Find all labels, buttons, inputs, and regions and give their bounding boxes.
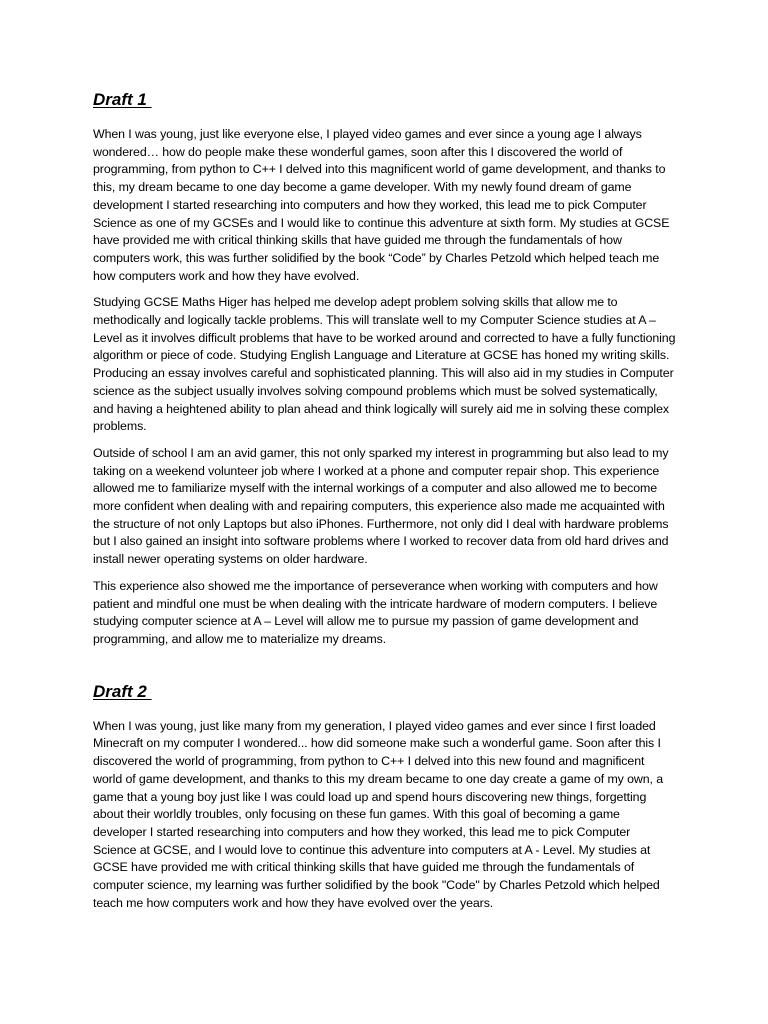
- draft-2-paragraph-1: When I was young, just like many from my generation, I played video games and ever since I first loaded Minecraft on my computer I wondered... how did someone make such a wonderful game. Soon after this I discovered the world of programming, from python to C++ I delved into this new found and magnificent world of game development, and thanks to this my dream became to one day create a game of my own, a game that a young boy just like I was could load up and spend hours discovering new things, forgetting about their worldly troubles, only focusing on these fun games. With this goal of becoming a game developer I started researching into computers and how they worked, this lead me to pick Computer Science at GCSE, and I would love to continue this adventure into computers at A - Level. My studies at GCSE have provided me with critical thinking skills that have guided me through the fundamentals of computer science, my learning was further solidified by the book "Code" by Charles Petzold which helped teach me how computers work and how they have evolved over the years.: [93, 718, 664, 910]
- draft-1-paragraph-3: Outside of school I am an avid gamer, this not only sparked my interest in programming but also lead to my taking on a weekend volunteer job where I worked at a phone and computer repair shop. This experience allowed me to familiarize myself with the internal workings of a computer and also allowed me to become more confident when dealing with and repairing computers, this experience also made me acquainted with the structure of not only Laptops but also iPhones. Furthermore, not only did I deal with hardware problems but I also gained an insight into software problems where I worked to recover data from old hard drives and install newer operating systems on older hardware.: [93, 445, 669, 567]
- draft-1-paragraph-4: This experience also showed me the importance of perseverance when working with computers and how patient and mindful one must be when dealing with the intricate hardware of modern computers. I believe studying computer science at A – Level will allow me to pursue my passion of game development and programming, and allow me to materialize my dreams.: [93, 578, 658, 646]
- draft-1-section: [93, 88, 676, 649]
- draft-1-paragraph-1: When I was young, just like everyone else, I played video games and ever since a young age I always wondered… how do people make these wonderful games, soon after this I discovered the world of programming, from python to C++ I delved into this magnificent world of game development, and thanks to this, my dream became to one day become a game developer. With my newly found dream of game development I started researching into computers and how they worked, this lead me to pick Computer Science as one of my GCSEs and I would like to continue this adventure at sixth form. My studies at GCSE have provided me with critical thinking skills that have guided me through the fundamentals of how computers work, this was further solidified by the book “Code” by Charles Petzold which helped teach me how computers work and how they have evolved.: [93, 127, 670, 283]
- draft-1-heading: Draft 1: [93, 90, 152, 109]
- draft-2-section: [93, 680, 676, 913]
- draft-2-heading: Draft 2: [93, 681, 152, 701]
- draft-1-paragraph-2: Studying GCSE Maths Higer has helped me develop adept problem solving skills that allow me to methodically and logically tackle problems. This will translate well to my Computer Science studies at A – Level as it involves difficult problems that have to be worked around and corrected to have a fully functioning algorithm or piece of code. Studying English Language and Literature at GCSE has honed my writing skills. Producing an essay involves careful and sophisticated planning. This will also aid in my studies in Computer science as the subject usually involves solving compound problems which must be solved systematically, and having a heightened ability to plan ahead and think logically will surely aid me in solving these complex problems.: [93, 295, 676, 434]
- document-page: [93, 88, 676, 921]
